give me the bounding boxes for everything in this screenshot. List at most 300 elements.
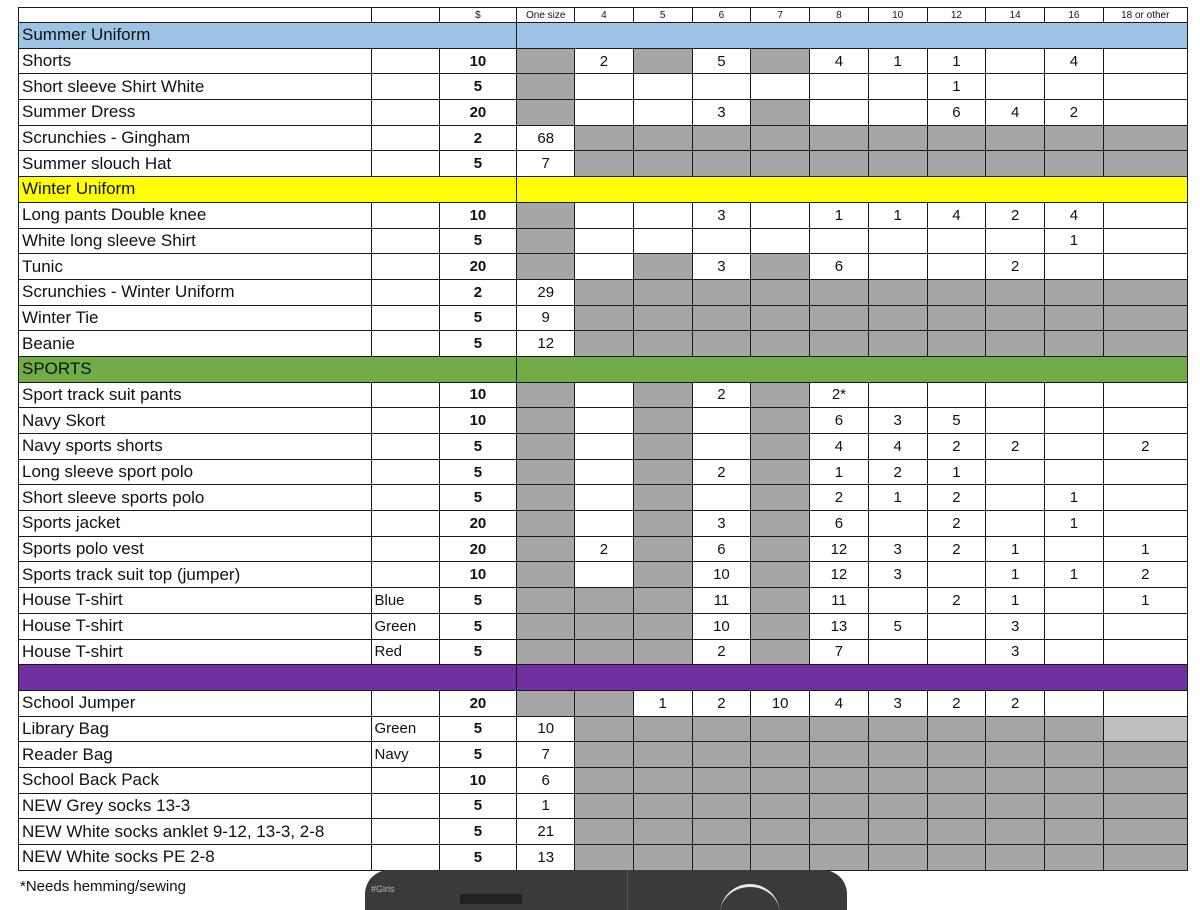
item-variant-cell[interactable] (371, 845, 439, 871)
item-variant-cell[interactable] (371, 767, 439, 793)
quantity-cell[interactable]: 2 (927, 588, 985, 614)
quantity-cell[interactable] (633, 202, 692, 228)
quantity-cell[interactable] (986, 408, 1045, 434)
item-variant-cell[interactable] (371, 125, 439, 151)
header-size-cell: One size (517, 8, 575, 23)
unavailable-cell (751, 434, 810, 460)
quantity-cell[interactable]: 1 (517, 793, 575, 819)
quantity-cell[interactable] (575, 382, 633, 408)
quantity-cell[interactable] (751, 228, 810, 254)
quantity-cell[interactable] (633, 228, 692, 254)
quantity-cell[interactable] (868, 588, 927, 614)
unavailable-cell (517, 459, 575, 485)
quantity-cell[interactable] (633, 100, 692, 126)
quantity-cell[interactable]: 29 (517, 279, 575, 305)
item-variant-cell[interactable] (371, 562, 439, 588)
item-variant-cell[interactable] (371, 151, 439, 177)
quantity-cell[interactable]: 7 (810, 639, 868, 665)
item-price-cell[interactable]: 5 (439, 716, 516, 742)
quantity-cell[interactable] (633, 74, 692, 100)
quantity-cell[interactable]: 1 (986, 588, 1045, 614)
quantity-cell[interactable]: 2 (986, 690, 1045, 716)
quantity-cell[interactable]: 3 (986, 639, 1045, 665)
unavailable-cell (575, 716, 633, 742)
quantity-cell[interactable]: 1 (927, 48, 985, 74)
item-name-cell[interactable]: Long sleeve sport polo (19, 459, 372, 485)
quantity-cell[interactable]: 10 (517, 716, 575, 742)
quantity-cell[interactable]: 10 (751, 690, 810, 716)
quantity-cell[interactable]: 1 (927, 459, 985, 485)
item-name-cell[interactable]: Winter Tie (19, 305, 372, 331)
quantity-cell[interactable]: 5 (868, 613, 927, 639)
quantity-cell[interactable]: 4 (1045, 202, 1103, 228)
item-price-cell[interactable]: 5 (439, 485, 516, 511)
item-name-cell[interactable]: House T-shirt (19, 613, 372, 639)
quantity-cell[interactable]: 4 (810, 690, 868, 716)
unavailable-cell (517, 536, 575, 562)
unavailable-cell (692, 125, 750, 151)
item-price-cell[interactable]: 5 (439, 331, 516, 357)
quantity-cell[interactable] (692, 408, 750, 434)
item-name-cell[interactable]: Sports jacket (19, 511, 372, 537)
item-variant-cell[interactable] (371, 434, 439, 460)
unavailable-cell (986, 793, 1045, 819)
quantity-cell[interactable] (868, 254, 927, 280)
section-band (517, 665, 1188, 691)
quantity-cell[interactable] (1103, 100, 1187, 126)
quantity-cell[interactable] (986, 228, 1045, 254)
item-variant-cell[interactable] (371, 48, 439, 74)
quantity-cell[interactable] (927, 562, 985, 588)
quantity-cell[interactable]: 6 (927, 100, 985, 126)
overlay-glyph-icon (720, 884, 780, 910)
item-price-cell[interactable]: 5 (439, 613, 516, 639)
item-price-cell[interactable]: 5 (439, 819, 516, 845)
quantity-cell[interactable] (810, 228, 868, 254)
section-band (517, 356, 1188, 382)
quantity-cell[interactable]: 7 (517, 151, 575, 177)
quantity-cell[interactable]: 4 (927, 202, 985, 228)
quantity-cell[interactable]: 2 (1103, 562, 1187, 588)
unavailable-cell (633, 588, 692, 614)
quantity-cell[interactable]: 2 (575, 536, 633, 562)
item-variant-cell[interactable] (371, 459, 439, 485)
quantity-cell[interactable]: 13 (517, 845, 575, 871)
unavailable-cell (868, 793, 927, 819)
unavailable-cell (633, 613, 692, 639)
quantity-cell[interactable] (1045, 408, 1103, 434)
table-row (19, 485, 1188, 511)
unavailable-cell (575, 690, 633, 716)
quantity-cell[interactable] (575, 100, 633, 126)
item-name-cell[interactable]: School Back Pack (19, 767, 372, 793)
quantity-cell[interactable] (868, 382, 927, 408)
quantity-cell[interactable]: 12 (810, 536, 868, 562)
item-variant-cell[interactable] (371, 536, 439, 562)
quantity-cell[interactable]: 5 (927, 408, 985, 434)
section-header-row (19, 356, 1188, 382)
item-price-cell[interactable]: 5 (439, 228, 516, 254)
item-price-cell[interactable]: 5 (439, 305, 516, 331)
quantity-cell[interactable] (692, 485, 750, 511)
quantity-cell[interactable]: 6 (810, 254, 868, 280)
item-name-cell[interactable]: House T-shirt (19, 588, 372, 614)
quantity-cell[interactable]: 3 (868, 408, 927, 434)
item-name-cell[interactable]: Summer slouch Hat (19, 151, 372, 177)
quantity-cell[interactable] (868, 511, 927, 537)
item-name-cell[interactable]: NEW White socks anklet 9-12, 13-3, 2-8 (19, 819, 372, 845)
overlay-control[interactable] (460, 894, 522, 904)
item-variant-cell[interactable] (371, 279, 439, 305)
quantity-cell[interactable] (575, 254, 633, 280)
unavailable-cell (575, 819, 633, 845)
quantity-cell[interactable]: 2 (575, 48, 633, 74)
item-price-cell[interactable]: 5 (439, 74, 516, 100)
quantity-cell[interactable]: 2 (986, 202, 1045, 228)
quantity-cell[interactable]: 2 (927, 690, 985, 716)
quantity-cell[interactable]: 1 (1045, 511, 1103, 537)
item-name-cell[interactable]: Scrunchies - Winter Uniform (19, 279, 372, 305)
quantity-cell[interactable] (1103, 459, 1187, 485)
quantity-cell[interactable]: 3 (692, 202, 750, 228)
overlay-tag: #Girls (371, 884, 395, 894)
quantity-cell[interactable]: 2 (927, 511, 985, 537)
quantity-cell[interactable] (1103, 511, 1187, 537)
quantity-cell[interactable]: 2 (692, 459, 750, 485)
bottom-overlay-bar[interactable] (365, 870, 847, 910)
item-price-cell[interactable]: 20 (439, 690, 516, 716)
quantity-cell[interactable]: 6 (517, 767, 575, 793)
item-variant-cell[interactable] (371, 793, 439, 819)
quantity-cell[interactable]: 4 (810, 48, 868, 74)
item-variant-cell[interactable] (371, 100, 439, 126)
quantity-cell[interactable]: 2 (692, 639, 750, 665)
item-price-cell[interactable]: 5 (439, 639, 516, 665)
quantity-cell[interactable]: 11 (692, 588, 750, 614)
item-variant-cell[interactable]: Green (371, 716, 439, 742)
item-price-cell[interactable]: 10 (439, 767, 516, 793)
unavailable-cell (927, 125, 985, 151)
table-row (19, 202, 1188, 228)
quantity-cell[interactable] (1045, 254, 1103, 280)
quantity-cell[interactable] (575, 562, 633, 588)
item-variant-cell[interactable] (371, 408, 439, 434)
quantity-cell[interactable]: 1 (633, 690, 692, 716)
quantity-cell[interactable]: 3 (692, 511, 750, 537)
unavailable-cell (927, 742, 985, 768)
quantity-cell[interactable]: 3 (868, 690, 927, 716)
quantity-cell[interactable]: 13 (810, 613, 868, 639)
quantity-cell[interactable] (986, 459, 1045, 485)
quantity-cell[interactable] (986, 511, 1045, 537)
unavailable-cell (517, 434, 575, 460)
item-name-cell[interactable]: Short sleeve Shirt White (19, 74, 372, 100)
quantity-cell[interactable]: 7 (517, 742, 575, 768)
quantity-cell[interactable] (868, 74, 927, 100)
unavailable-cell (1045, 716, 1103, 742)
item-variant-cell[interactable] (371, 819, 439, 845)
item-name-cell[interactable]: Beanie (19, 331, 372, 357)
unavailable-cell (810, 331, 868, 357)
item-price-cell[interactable]: 5 (439, 742, 516, 768)
quantity-cell[interactable] (1103, 202, 1187, 228)
quantity-cell[interactable]: 2 (1045, 100, 1103, 126)
quantity-cell[interactable]: 2 (927, 485, 985, 511)
quantity-cell[interactable]: 21 (517, 819, 575, 845)
item-variant-cell[interactable]: Red (371, 639, 439, 665)
item-variant-cell[interactable]: Blue (371, 588, 439, 614)
quantity-cell[interactable]: 4 (810, 434, 868, 460)
unavailable-cell (868, 279, 927, 305)
quantity-cell[interactable] (575, 511, 633, 537)
item-price-cell[interactable]: 10 (439, 382, 516, 408)
unavailable-cell (575, 767, 633, 793)
quantity-cell[interactable]: 1 (986, 562, 1045, 588)
quantity-cell[interactable]: 2 (1103, 434, 1187, 460)
unavailable-cell (1103, 845, 1187, 871)
unavailable-cell (751, 639, 810, 665)
quantity-cell[interactable] (1045, 536, 1103, 562)
quantity-cell[interactable] (927, 613, 985, 639)
table-row (19, 819, 1188, 845)
item-price-cell[interactable]: 10 (439, 48, 516, 74)
quantity-cell[interactable] (575, 408, 633, 434)
header-size-cell: 14 (986, 8, 1045, 23)
item-variant-cell[interactable] (371, 202, 439, 228)
quantity-cell[interactable] (927, 254, 985, 280)
item-price-cell[interactable]: 20 (439, 536, 516, 562)
item-price-cell[interactable]: 5 (439, 793, 516, 819)
quantity-cell[interactable] (1103, 382, 1187, 408)
table-row (19, 254, 1188, 280)
quantity-cell[interactable] (986, 485, 1045, 511)
quantity-cell[interactable]: 1 (986, 536, 1045, 562)
quantity-cell[interactable] (1045, 588, 1103, 614)
item-variant-cell[interactable] (371, 331, 439, 357)
quantity-cell[interactable]: 2* (810, 382, 868, 408)
item-variant-cell[interactable] (371, 74, 439, 100)
quantity-cell[interactable]: 2 (927, 434, 985, 460)
quantity-cell[interactable] (1103, 74, 1187, 100)
unavailable-cell (633, 485, 692, 511)
quantity-cell[interactable] (927, 639, 985, 665)
unavailable-cell (517, 228, 575, 254)
item-variant-cell[interactable] (371, 690, 439, 716)
quantity-cell[interactable]: 1 (868, 202, 927, 228)
quantity-cell[interactable]: 1 (1103, 536, 1187, 562)
quantity-cell[interactable] (1045, 459, 1103, 485)
item-price-cell[interactable]: 20 (439, 254, 516, 280)
item-name-cell[interactable]: Library Bag (19, 716, 372, 742)
item-price-cell[interactable]: 2 (439, 279, 516, 305)
quantity-cell[interactable]: 1 (810, 202, 868, 228)
item-name-cell[interactable]: Summer Dress (19, 100, 372, 126)
item-name-cell[interactable]: Sports polo vest (19, 536, 372, 562)
item-price-cell[interactable]: 5 (439, 151, 516, 177)
quantity-cell[interactable]: 2 (986, 254, 1045, 280)
quantity-cell[interactable] (1045, 434, 1103, 460)
quantity-cell[interactable] (1103, 690, 1187, 716)
quantity-cell[interactable]: 1 (868, 48, 927, 74)
quantity-cell[interactable] (575, 485, 633, 511)
item-name-cell[interactable]: Sports track suit top (jumper) (19, 562, 372, 588)
item-name-cell[interactable]: Scrunchies - Gingham (19, 125, 372, 151)
quantity-cell[interactable]: 2 (810, 485, 868, 511)
quantity-cell[interactable]: 3 (692, 254, 750, 280)
quantity-cell[interactable] (986, 74, 1045, 100)
quantity-cell[interactable] (692, 74, 750, 100)
unavailable-cell (575, 305, 633, 331)
item-variant-cell[interactable] (371, 382, 439, 408)
quantity-cell[interactable]: 1 (1045, 562, 1103, 588)
quantity-cell[interactable]: 1 (868, 485, 927, 511)
item-price-cell[interactable]: 10 (439, 408, 516, 434)
item-price-cell[interactable]: 20 (439, 511, 516, 537)
quantity-cell[interactable]: 2 (986, 434, 1045, 460)
unavailable-cell (633, 254, 692, 280)
quantity-cell[interactable] (1103, 613, 1187, 639)
item-name-cell[interactable]: Navy Skort (19, 408, 372, 434)
unavailable-cell (633, 819, 692, 845)
item-name-cell[interactable]: House T-shirt (19, 639, 372, 665)
quantity-cell[interactable] (1103, 254, 1187, 280)
quantity-cell[interactable]: 1 (927, 74, 985, 100)
quantity-cell[interactable]: 10 (692, 613, 750, 639)
item-variant-cell[interactable] (371, 511, 439, 537)
item-price-cell[interactable]: 5 (439, 588, 516, 614)
quantity-cell[interactable]: 12 (517, 331, 575, 357)
quantity-cell[interactable]: 2 (692, 690, 750, 716)
quantity-cell[interactable] (751, 202, 810, 228)
item-price-cell[interactable]: 5 (439, 845, 516, 871)
quantity-cell[interactable] (1103, 639, 1187, 665)
quantity-cell[interactable] (751, 74, 810, 100)
item-name-cell[interactable]: Reader Bag (19, 742, 372, 768)
quantity-cell[interactable] (575, 459, 633, 485)
item-variant-cell[interactable] (371, 305, 439, 331)
unavailable-cell (633, 408, 692, 434)
unavailable-cell (517, 485, 575, 511)
item-name-cell[interactable]: NEW White socks PE 2-8 (19, 845, 372, 871)
item-variant-cell[interactable]: Navy (371, 742, 439, 768)
unavailable-cell (575, 151, 633, 177)
quantity-cell[interactable] (868, 228, 927, 254)
quantity-cell[interactable]: 10 (692, 562, 750, 588)
quantity-cell[interactable]: 3 (868, 536, 927, 562)
unavailable-cell (692, 767, 750, 793)
quantity-cell[interactable] (575, 202, 633, 228)
quantity-cell[interactable]: 1 (810, 459, 868, 485)
quantity-cell[interactable] (1103, 408, 1187, 434)
item-name-cell[interactable]: Navy sports shorts (19, 434, 372, 460)
unavailable-cell (751, 279, 810, 305)
item-price-cell[interactable]: 10 (439, 202, 516, 228)
unavailable-cell (810, 742, 868, 768)
quantity-cell[interactable] (868, 100, 927, 126)
quantity-cell[interactable]: 1 (1045, 485, 1103, 511)
quantity-cell[interactable] (927, 382, 985, 408)
item-variant-cell[interactable] (371, 485, 439, 511)
quantity-cell[interactable] (810, 100, 868, 126)
quantity-cell[interactable]: 3 (868, 562, 927, 588)
unavailable-cell (868, 151, 927, 177)
quantity-cell[interactable] (1103, 485, 1187, 511)
unavailable-cell (633, 536, 692, 562)
item-variant-cell[interactable] (371, 228, 439, 254)
unavailable-cell (1103, 819, 1187, 845)
quantity-cell[interactable] (1103, 228, 1187, 254)
quantity-cell[interactable]: 1 (1103, 588, 1187, 614)
quantity-cell[interactable] (1045, 382, 1103, 408)
quantity-cell[interactable]: 6 (810, 511, 868, 537)
item-price-cell[interactable]: 5 (439, 434, 516, 460)
quantity-cell[interactable] (1045, 613, 1103, 639)
item-price-cell[interactable]: 2 (439, 125, 516, 151)
quantity-cell[interactable] (692, 228, 750, 254)
section-title: SPORTS (19, 356, 517, 382)
quantity-cell[interactable] (575, 434, 633, 460)
quantity-cell[interactable]: 68 (517, 125, 575, 151)
unavailable-cell (517, 690, 575, 716)
item-variant-cell[interactable] (371, 254, 439, 280)
quantity-cell[interactable] (810, 74, 868, 100)
quantity-cell[interactable] (692, 434, 750, 460)
quantity-cell[interactable]: 12 (810, 562, 868, 588)
quantity-cell[interactable]: 4 (868, 434, 927, 460)
item-variant-cell[interactable]: Green (371, 613, 439, 639)
quantity-cell[interactable] (575, 228, 633, 254)
quantity-cell[interactable]: 5 (692, 48, 750, 74)
item-name-cell[interactable]: Long pants Double knee (19, 202, 372, 228)
quantity-cell[interactable]: 6 (810, 408, 868, 434)
item-name-cell[interactable]: White long sleeve Shirt (19, 228, 372, 254)
item-name-cell[interactable]: Tunic (19, 254, 372, 280)
item-price-cell[interactable]: 5 (439, 459, 516, 485)
quantity-cell[interactable]: 1 (1045, 228, 1103, 254)
quantity-cell[interactable]: 4 (986, 100, 1045, 126)
item-name-cell[interactable]: Sport track suit pants (19, 382, 372, 408)
quantity-cell[interactable] (927, 228, 985, 254)
unavailable-cell (517, 588, 575, 614)
quantity-cell[interactable]: 11 (810, 588, 868, 614)
unavailable-cell (633, 459, 692, 485)
quantity-cell[interactable]: 3 (692, 100, 750, 126)
item-price-cell[interactable]: 20 (439, 100, 516, 126)
quantity-cell[interactable]: 2 (692, 382, 750, 408)
quantity-cell[interactable]: 6 (692, 536, 750, 562)
quantity-cell[interactable] (1045, 74, 1103, 100)
item-name-cell[interactable]: Short sleeve sports polo (19, 485, 372, 511)
unavailable-cell (1103, 716, 1187, 742)
item-name-cell[interactable]: School Jumper (19, 690, 372, 716)
quantity-cell[interactable] (986, 48, 1045, 74)
item-name-cell[interactable]: Shorts (19, 48, 372, 74)
quantity-cell[interactable]: 9 (517, 305, 575, 331)
quantity-cell[interactable] (1045, 690, 1103, 716)
unavailable-cell (986, 819, 1045, 845)
quantity-cell[interactable]: 3 (986, 613, 1045, 639)
quantity-cell[interactable]: 4 (1045, 48, 1103, 74)
quantity-cell[interactable] (575, 74, 633, 100)
quantity-cell[interactable]: 2 (868, 459, 927, 485)
item-name-cell[interactable]: NEW Grey socks 13-3 (19, 793, 372, 819)
quantity-cell[interactable]: 2 (927, 536, 985, 562)
item-price-cell[interactable]: 10 (439, 562, 516, 588)
quantity-cell[interactable] (1045, 639, 1103, 665)
quantity-cell[interactable] (868, 639, 927, 665)
quantity-cell[interactable] (1103, 48, 1187, 74)
quantity-cell[interactable] (986, 382, 1045, 408)
